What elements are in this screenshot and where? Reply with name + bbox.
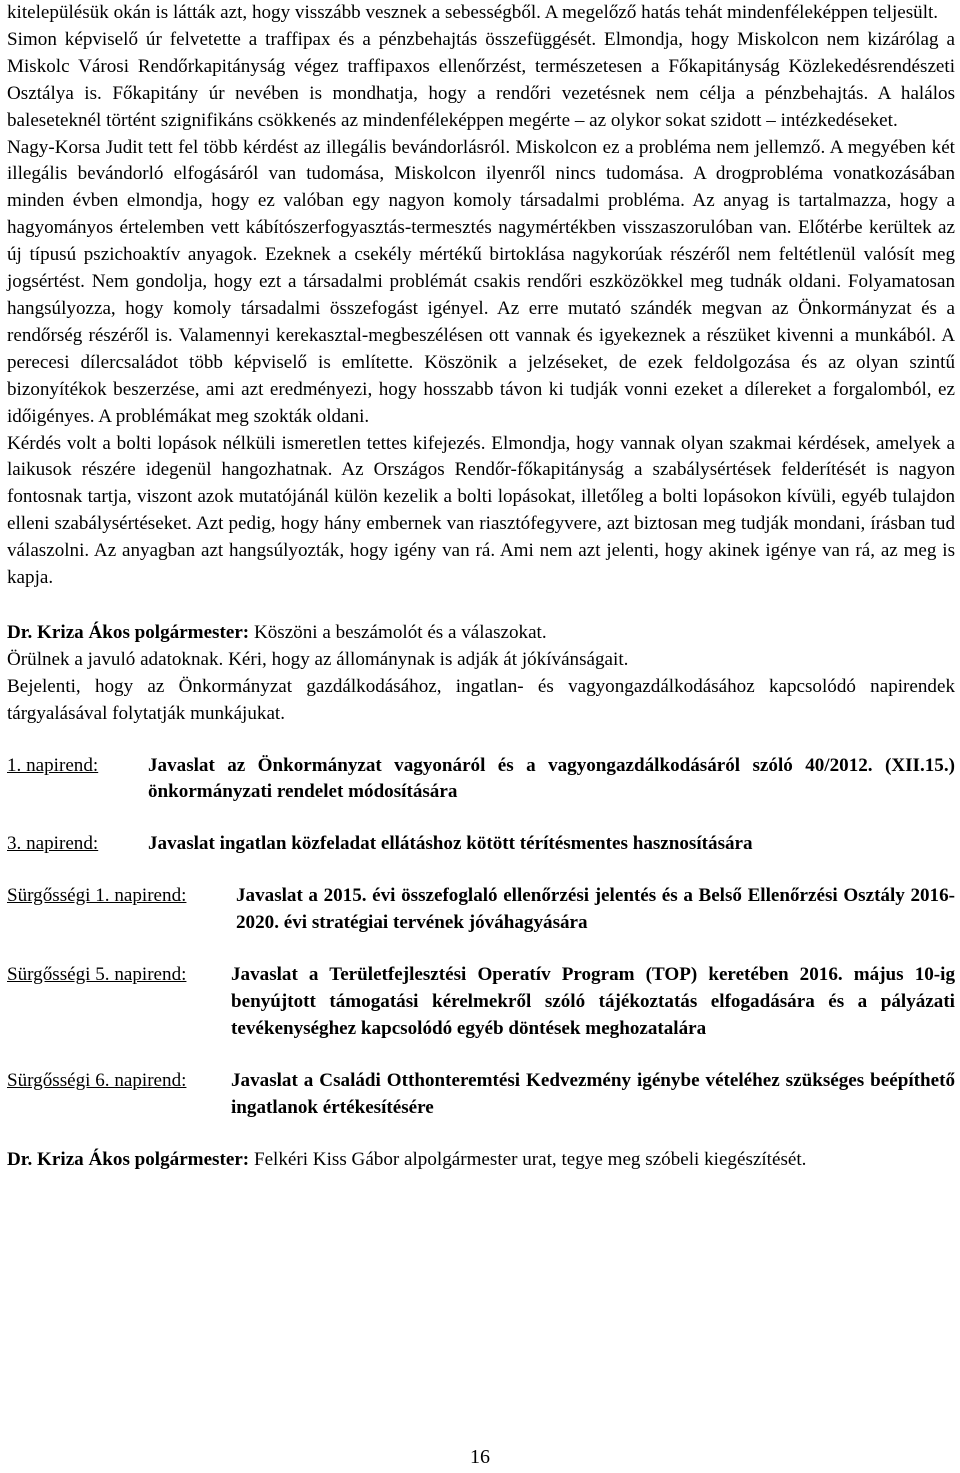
agenda-label: Sürgősségi 6. napirend: [7, 1069, 187, 1091]
spacer [7, 937, 955, 962]
speaker-statement: Köszöni a beszámolót és a válaszokat. [249, 621, 547, 643]
agenda-item [7, 1068, 955, 1122]
agenda-item [7, 753, 955, 807]
paragraph-2: Simon képviselő úr felvetette a traffipax és a pénzbehajtás összefüggését. Elmondja, hogy Miskolcon nem kizárólag a Miskolc Városi Rendőrkapitányság végez traffipaxos ellenőrzést, természetesen a Főkapitányság Közlekedésrendészeti Osztálya is. Főkapitány úr nevében is mondhatja, hogy a rendőri vezetésnek nem célja a pénzbehajtás. A halálos baleseteknél történt szignifikáns csökkenés az mindenféleképpen megérte – az olykor sokat szidott – intézkedéseket. [7, 28, 955, 131]
spacer [7, 806, 955, 831]
agenda-title: Javaslat a Családi Otthonteremtési Kedvezmény igénybe vételéhez szükséges beépíthető ingatlanok értékesítésére [231, 1069, 955, 1118]
agenda-item [7, 962, 955, 1043]
paragraph-4: Kérdés volt a bolti lopások nélküli ismeretlen tettes kifejezés. Elmondja, hogy vannak olyan szakmai kérdések, amelyek a laikusok részére idegenül hangozhatnak. Az Országos Rendőr-főkapitányság a szabálysértések felderítését is nagyon fontosnak tartja, viszont azok mutatójánál külön kezelik a bolti lopásokat, illetőleg a bolti lopásokon kívüli, egyéb tulajdon elleni szabálysértéseket. Azt pedig, hogy hány embernek van riasztófegyvere, azt biztosan meg tudják mondani, írásban tud válaszolni. Az anyagban azt hangsúlyozták, hogy igény van rá. Ami nem azt jelenti, hogy akinek igénye van rá, az meg is kapja. [7, 432, 955, 589]
agenda-item [7, 883, 955, 937]
agenda-item [7, 831, 955, 858]
agenda-title: Javaslat a Területfejlesztési Operatív Program (TOP) keretében 2016. május 10-ig benyújtott támogatási kérelmekről szóló tájékoztatás elfogadására és a pályázati tevékenységhez kapcsolódó egyéb döntések meghozatalára [231, 964, 955, 1039]
agenda-label: 1. napirend: [7, 754, 99, 776]
speaker-statement: Felkéri Kiss Gábor alpolgármester urat, tegye meg szóbeli kiegészítését. [249, 1148, 807, 1170]
spacer [7, 1122, 955, 1147]
agenda-label: 3. napirend: [7, 833, 99, 855]
page-number: 16 [470, 1446, 490, 1468]
agenda-title: Javaslat a 2015. évi összefoglaló ellenőrzési jelentés és a Belső Ellenőrzési Osztály 2016-2020. évi stratégiai tervének jóváhagyására [236, 885, 955, 934]
agenda-title: Javaslat az Önkormányzat vagyonáról és a vagyongazdálkodásáról szóló 40/2012. (XII.15.) önkormányzati rendelet módosítására [148, 754, 955, 803]
agenda-title: Javaslat ingatlan közfeladat ellátáshoz kötött térítésmentes hasznosítására [148, 833, 753, 855]
agenda-label: Sürgősségi 5. napirend: [7, 964, 187, 986]
paragraph-5: Örülnek a javuló adatoknak. Kéri, hogy az állománynak is adják át jókívánságait. [7, 648, 629, 670]
paragraph-1: kitelepülésük okán is látták azt, hogy visszább vesznek a sebességből. A megelőző hatás tehát mindenféleképpen teljesült. [7, 2, 939, 23]
speaker-name: Dr. Kriza Ákos polgármester: [7, 621, 250, 643]
speaker-name: Dr. Kriza Ákos polgármester: [7, 1148, 250, 1170]
speaker-paragraph-1 [7, 620, 955, 647]
paragraph-6: Bejelenti, hogy az Önkormányzat gazdálkodásához, ingatlan- és vagyongazdálkodásához kapcsolódó napirendek tárgyalásával folytatják munkájukat. [7, 675, 955, 724]
spacer [7, 858, 955, 883]
document-page [7, 0, 955, 1174]
spacer [7, 592, 955, 620]
spacer [7, 728, 955, 753]
speaker-paragraph-2 [7, 1147, 955, 1174]
spacer [7, 1043, 955, 1068]
paragraph-3: Nagy-Korsa Judit tett fel több kérdést az illegális bevándorlásról. Miskolcon ez a probléma nem jellemző. A megyében két illegális bevándorló elfogásáról van tudomása, Miskolcon ilyenről nincs tudomása. A drogprobléma vonatkozásában minden évben elmondja, hogy ez valóban egy nagyon komoly társadalmi probléma. Az anyag is tartalmazza, hogy a hagyományos értelemben vett kábítószerfogyasztás-termesztés nagymértékben visszaszorulóban van. Előtérbe kerültek az új típusú pszichoaktív anyagok. Ezeknek a csekély mértékű birtoklása nagykorúak részéről nem feltétlenül valósít meg jogsértést. Nem gondolja, hogy ezt a társadalmi problémát csakis rendőri eszközökkel meg tudnák oldani. Folyamatosan hangsúlyozza, hogy komoly társadalmi összefogást igényel. Az erre mutató szándék megvan az Önkormányzat és a rendőrség részéről is. Valamennyi kerekasztal-megbeszélésen ott vannak és igyekeznek a részüket kivenni a munkából. A perecesi dílercsaládot több képviselő is említette. Köszönik a jelzéseket, de ezek feldolgozása és az olyan szintű bizonyítékok beszerzése, ami azt eredményezi, hogy hosszabb távon ki tudják vonni ezeket a dílereket a forgalomból, ez időigényes. A problémákat meg szokták oldani. [7, 136, 955, 427]
agenda-label: Sürgősségi 1. napirend: [7, 885, 187, 907]
